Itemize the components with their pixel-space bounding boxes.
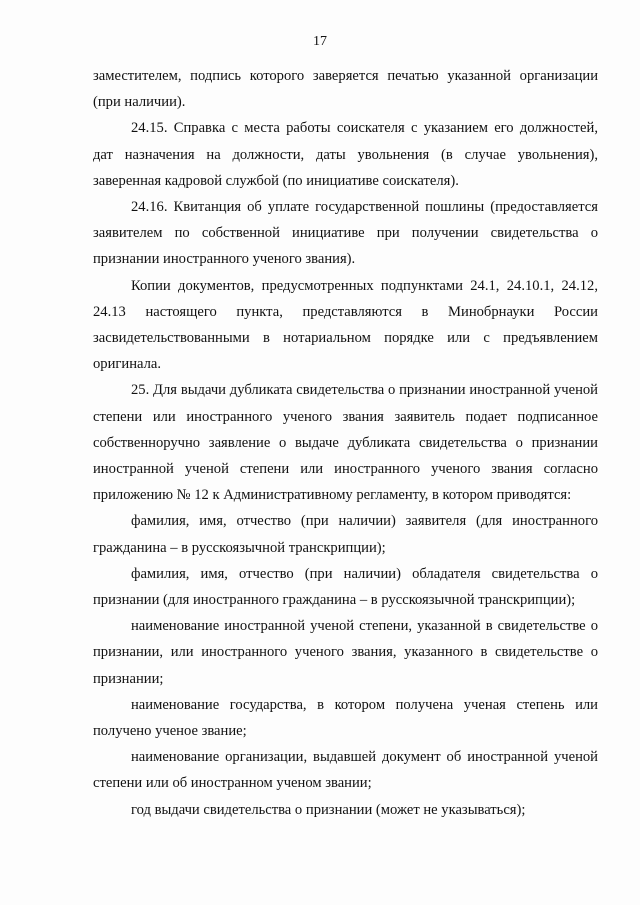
list-item-applicant-name: фамилия, имя, отчество (при наличии) заявителя (для иностранного гражданина – в русскоязычной транскрипции); — [93, 513, 598, 556]
document-body — [93, 63, 598, 823]
page-number: 17 — [313, 34, 327, 49]
list-item-issue-year: год выдачи свидетельства о признании (может не указываться); — [131, 801, 526, 818]
list-item-country: наименование государства, в котором получена ученая степень или получено ученое звание; — [93, 696, 598, 740]
list-item-holder-name: фамилия, имя, отчество (при наличии) обладателя свидетельства о признании (для иностранного гражданина – в русскоязычной транскрипции); — [93, 565, 598, 609]
paragraph-24-15: 24.15. Справка с места работы соискателя с указанием его должностей, дат назначения на должности, даты увольнения (в случае увольнения), заверенная кадровой службой (по инициативе соискателя). — [93, 120, 598, 189]
list-item-degree-title: наименование иностранной ученой степени, указанной в свидетельстве о признании, или иностранного ученого звания, указанного в свидетельстве о признании; — [93, 618, 598, 687]
paragraph-25: 25. Для выдачи дубликата свидетельства о признании иностранной ученой степени или иностранного ученого звания заявитель подает подписанное собственноручно заявление о выдаче дубликата свидетельства о признании иностранной ученой степени или иностранного ученого звания согласно приложению № 12 к Административному регламенту, в котором приводятся: — [93, 382, 598, 504]
paragraph-24-16: 24.16. Квитанция об уплате государственной пошлины (предоставляется заявителем по собственной инициативе при получении свидетельства о признании иностранного ученого звания). — [93, 199, 598, 268]
paragraph-continuation: заместителем, подпись которого заверяется печатью указанной организации (при наличии). — [93, 68, 598, 111]
paragraph-copies: Копии документов, предусмотренных подпунктами 24.1, 24.10.1, 24.12, 24.13 настоящего пункта, представляются в Минобрнауки России засвидетельствованными в нотариальном порядке или с предъявлением оригинала. — [93, 277, 598, 373]
list-item-issuing-organization: наименование организации, выдавшей документ об иностранной ученой степени или об иностранном ученом звании; — [93, 749, 598, 792]
